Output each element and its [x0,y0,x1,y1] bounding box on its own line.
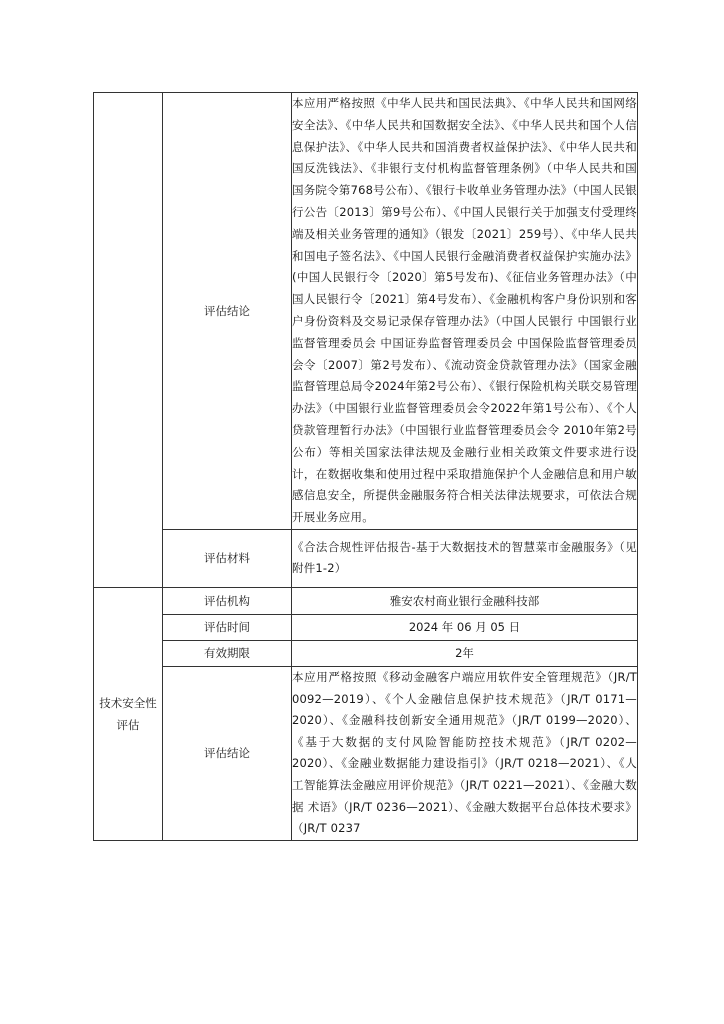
category-cell-legal [94,93,163,588]
time-label: 评估时间 [163,614,292,640]
org-value: 雅安农村商业银行金融科技部 [292,587,638,614]
materials-text: 《合法合规性评估报告-基于大数据技术的智慧菜市金融服务》（见附件1-2） [292,529,638,587]
table-row [94,614,638,640]
time-value: 2024 年 06 月 05 日 [292,614,638,640]
category-cell-tech: 技术安全性评估 [94,587,163,840]
conclusion-label: 评估结论 [163,93,292,530]
table-row [94,587,638,614]
table-row [94,640,638,666]
valid-value: 2年 [292,640,638,666]
valid-label: 有效期限 [163,640,292,666]
assessment-table [93,92,638,841]
materials-label: 评估材料 [163,529,292,587]
tech-conclusion-label: 评估结论 [163,666,292,840]
org-label: 评估机构 [163,587,292,614]
conclusion-text: 本应用严格按照《中华人民共和国民法典》、《中华人民共和国网络安全法》、《中华人民共和国数据安全法》、《中华人民共和国个人信息保护法》、《中华人民共和国消费者权益保护法》、《中华人民共和国反洗钱法》、《非银行支付机构监督管理条例》（中华人民共和国国务院令第768号公布）、《银行卡收单业务管理办法》（中国人民银行公告〔2013〕第9号公布）、《中国人民银行关于加强支付受理终端及相关业务管理的通知》（银发〔2021〕259号）、《中华人民共和国电子签名法》、《中国人民银行金融消费者权益保护实施办法》(中国人民银行令〔2020〕第5号发布)、《征信业务管理办法》（中国人民银行令〔2021〕第4号发布）、《金融机构客户身份识别和客户身份资料及交易记录保存管理办法》（中国人民银行 中国银行业监督管理委员会 中国证券监督管理委员会 中国保险监督管理委员会令〔2007〕第2号发布）、《流动资金贷款管理办法》（国家金融监督管理总局令2024年第2号公布）、《银行保险机构关联交易管理办法》（中国银行业监督管理委员会令2022年第1号公布）、《个人贷款管理暂行办法》（中国银行业监督管理委员会令 2010年第2号公布）等相关国家法律法规及金融行业相关政策文件要求进行设计，在数据收集和使用过程中采取措施保护个人金融信息和用户敏感信息安全，所提供金融服务符合相关法律法规要求，可依法合规开展业务应用。 [292,93,638,530]
tech-conclusion-text: 本应用严格按照《移动金融客户端应用软件安全管理规范》（JR/T 0092—2019）、《个人金融信息保护技术规范》（JR/T 0171—2020）、《金融科技创新安全通用规范》（JR/T 0199—2020）、《基于大数据的支付风险智能防控技术规范》（JR/T 0202—2020）、《金融业数据能力建设指引》（JR/T 0218—2021）、《人工智能算法金融应用评价规范》（JR/T 0221—2021）、《金融大数据 术语》（JR/T 0236—2021）、《金融大数据平台总体技术要求》（JR/T 0237 [292,666,638,840]
table-row [94,529,638,587]
table-row [94,666,638,840]
table-row [94,93,638,530]
